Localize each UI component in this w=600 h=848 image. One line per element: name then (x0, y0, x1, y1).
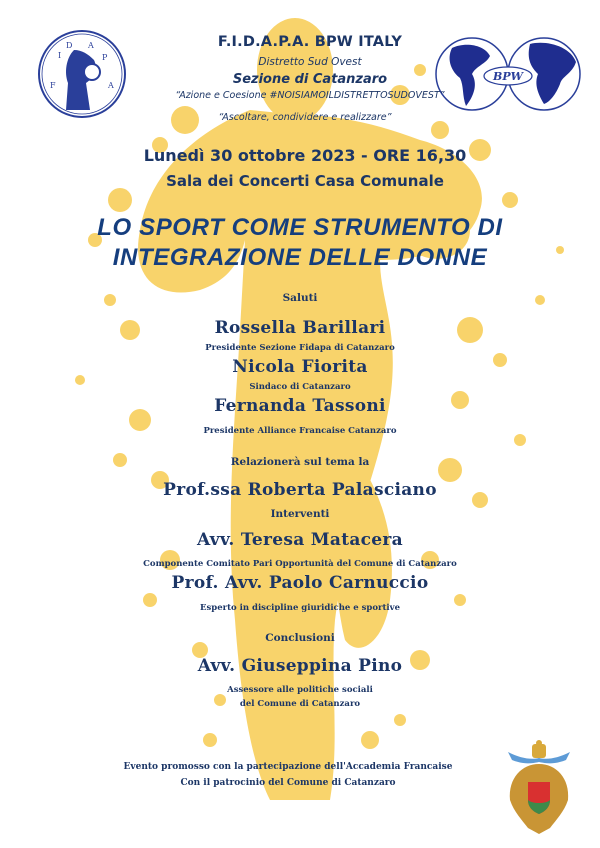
speaker-role: Presidente Alliance Francaise Catanzaro (203, 426, 397, 436)
section-label-conclusioni: Conclusioni (265, 632, 335, 644)
speaker-role: del Comune di Catanzaro (239, 699, 361, 709)
speaker-role: Componente Comitato Pari Opportunità del Comune di Catanzaro (143, 559, 457, 569)
speaker-name: Prof. Avv. Paolo Carnuccio (171, 573, 429, 593)
speaker-name: Nicola Fiorita (232, 357, 368, 377)
event-title-line1: LO SPORT COME STRUMENTO DI (97, 214, 503, 241)
svg-text:A: A (108, 81, 114, 90)
svg-text:D: D (66, 41, 73, 50)
organization-name: F.I.D.A.P.A. BPW ITALY (217, 34, 403, 50)
speaker-name: Prof.ssa Roberta Palasciano (163, 480, 437, 500)
speaker-role: Esperto in discipline giuridiche e sportive (199, 603, 401, 613)
speaker-role: Presidente Sezione Fidapa di Catanzaro (205, 343, 395, 353)
motto: “Azione e Coesione #NOISIAMOILDISTRETTOSUDOVEST” (175, 90, 445, 101)
section-label-saluti: Saluti (282, 292, 318, 304)
section-label-relatore: Relazionerà sul tema la (230, 456, 370, 468)
event-venue: Sala dei Concerti Casa Comunale (166, 172, 444, 190)
event-date-time: Lunedì 30 ottobre 2023 - ORE 16,30 (143, 146, 467, 165)
catanzaro-coat-of-arms-icon (502, 738, 576, 838)
speaker-role: Sindaco di Catanzaro (249, 382, 351, 392)
footer-patronage: Con il patrocinio del Comune di Catanzaro (180, 778, 396, 788)
section-name: Sezione di Catanzaro (232, 72, 388, 87)
footer-promotion: Evento promosso con la partecipazione dell'Accademia Francaise (123, 762, 453, 772)
svg-text:A: A (88, 41, 94, 50)
speaker-name: Avv. Teresa Matacera (196, 530, 403, 550)
district-name: Distretto Sud Ovest (258, 56, 362, 68)
svg-text:F: F (50, 81, 56, 90)
svg-text:P: P (102, 53, 108, 62)
section-label-interventi: Interventi (270, 508, 330, 520)
event-title-line2: INTEGRAZIONE DELLE DONNE (112, 244, 488, 271)
motto-secondary: “Ascoltare, condividere e realizzare” (218, 112, 392, 123)
speaker-role: Assessore alle politiche sociali (227, 685, 373, 695)
speaker-name: Rossella Barillari (214, 318, 386, 338)
speaker-name: Avv. Giuseppina Pino (197, 656, 403, 676)
speaker-name: Fernanda Tassoni (214, 396, 386, 416)
svg-text:I: I (58, 51, 62, 60)
svg-text:BPW: BPW (493, 70, 523, 83)
